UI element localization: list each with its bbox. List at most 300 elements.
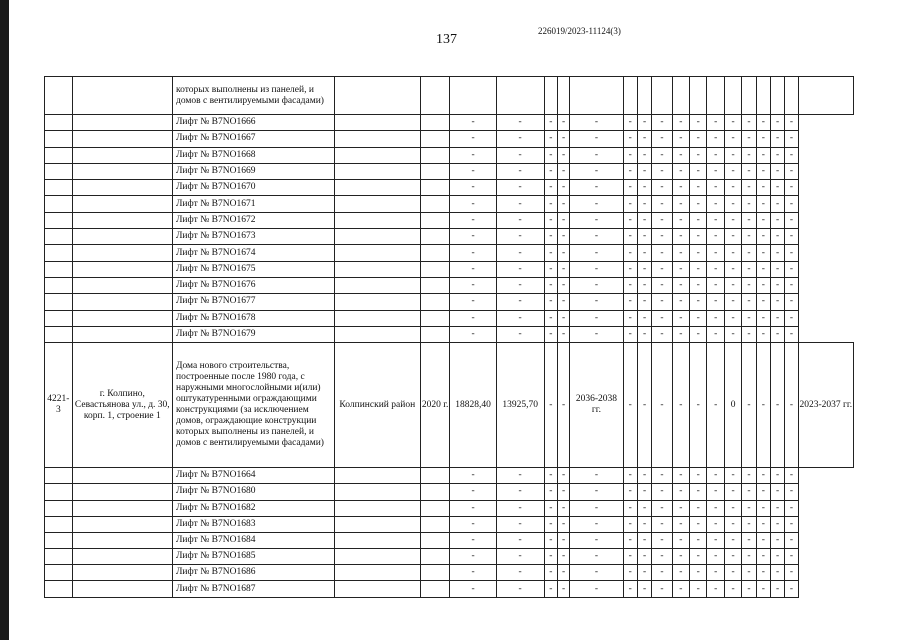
- dash-cell: -: [707, 261, 724, 277]
- dash-cell: -: [756, 549, 770, 565]
- empty-cell: [72, 294, 172, 310]
- empty-cell: [45, 115, 73, 131]
- dash-cell: -: [652, 581, 672, 597]
- year-cell: [420, 484, 450, 500]
- dash-cell: -: [770, 163, 784, 179]
- dash-cell: -: [637, 516, 651, 532]
- dash-cell: -: [450, 180, 496, 196]
- dash-cell: -: [707, 277, 724, 293]
- empty-cell: [72, 500, 172, 516]
- dash-cell: -: [724, 180, 741, 196]
- dash-cell: -: [450, 516, 496, 532]
- dash-cell: -: [544, 565, 557, 581]
- dash-cell: -: [558, 468, 570, 484]
- dash-cell: -: [770, 468, 784, 484]
- dash-cell: -: [707, 326, 724, 342]
- dash-cell: -: [672, 310, 689, 326]
- dash-cell: -: [756, 245, 770, 261]
- table-row: [45, 115, 854, 131]
- table-row: [45, 326, 854, 342]
- dash-cell: -: [690, 245, 707, 261]
- dash-cell: -: [450, 131, 496, 147]
- empty-cell: [770, 77, 784, 115]
- dash-cell: -: [637, 549, 651, 565]
- dash-cell: -: [652, 500, 672, 516]
- dash-cell: -: [770, 532, 784, 548]
- dash-cell: -: [637, 326, 651, 342]
- dash-cell: -: [570, 212, 623, 228]
- dash-cell: -: [724, 277, 741, 293]
- dash-cell: -: [707, 180, 724, 196]
- dash-cell: -: [785, 261, 798, 277]
- district-cell: [334, 131, 420, 147]
- dash-cell: -: [623, 549, 637, 565]
- dash-cell: -: [544, 310, 557, 326]
- dash-cell: -: [756, 500, 770, 516]
- dash-cell: -: [637, 565, 651, 581]
- dash-cell: -: [724, 212, 741, 228]
- year-cell: [420, 196, 450, 212]
- lift-label: Лифт № В7NO1669: [172, 163, 334, 179]
- dash-cell: -: [785, 310, 798, 326]
- dash-cell: -: [756, 115, 770, 131]
- dash-cell: -: [623, 294, 637, 310]
- dash-cell: -: [672, 500, 689, 516]
- year-cell: [420, 147, 450, 163]
- dash-cell: -: [724, 532, 741, 548]
- area-total-cell: 18828,40: [450, 343, 496, 468]
- dash-cell: -: [570, 468, 623, 484]
- dash-cell: -: [690, 326, 707, 342]
- year-cell: [420, 310, 450, 326]
- dash-cell: -: [707, 245, 724, 261]
- dash-cell: -: [672, 245, 689, 261]
- dash-cell: -: [450, 212, 496, 228]
- dash-cell: -: [558, 484, 570, 500]
- table-row: [45, 77, 854, 115]
- empty-cell: [544, 77, 557, 115]
- dash-cell: -: [496, 516, 544, 532]
- dash-cell: -: [450, 245, 496, 261]
- lift-label: Лифт № В7NO1671: [172, 196, 334, 212]
- empty-cell: [72, 212, 172, 228]
- dash-cell: -: [770, 500, 784, 516]
- lift-label: Лифт № В7NO1682: [172, 500, 334, 516]
- dash-cell: -: [558, 163, 570, 179]
- dash-cell: -: [496, 163, 544, 179]
- dash-cell: -: [544, 500, 557, 516]
- empty-cell: [72, 77, 172, 115]
- dash-cell: -: [570, 326, 623, 342]
- year-cell: [420, 532, 450, 548]
- empty-cell: [756, 77, 770, 115]
- dash-cell: -: [724, 196, 741, 212]
- dash-cell: -: [770, 343, 784, 468]
- lift-label: Лифт № В7NO1672: [172, 212, 334, 228]
- table-row: [45, 484, 854, 500]
- dash-cell: -: [544, 115, 557, 131]
- dash-cell: -: [756, 196, 770, 212]
- dash-cell: -: [496, 261, 544, 277]
- year-cell: [420, 261, 450, 277]
- dash-cell: -: [724, 294, 741, 310]
- empty-cell: [72, 147, 172, 163]
- dash-cell: -: [496, 294, 544, 310]
- lift-label: Лифт № В7NO1673: [172, 229, 334, 245]
- empty-cell: [45, 277, 73, 293]
- dash-cell: -: [558, 532, 570, 548]
- dash-cell: -: [652, 180, 672, 196]
- dash-cell: -: [652, 212, 672, 228]
- lift-label: Лифт № В7NO1684: [172, 532, 334, 548]
- dash-cell: -: [742, 147, 756, 163]
- dash-cell: -: [770, 147, 784, 163]
- capital-repair-table: [44, 76, 854, 598]
- dash-cell: -: [450, 310, 496, 326]
- dash-cell: -: [558, 581, 570, 597]
- dash-cell: -: [690, 147, 707, 163]
- dash-cell: -: [558, 115, 570, 131]
- empty-cell: [558, 77, 570, 115]
- dash-cell: -: [707, 516, 724, 532]
- table-row: [45, 229, 854, 245]
- dash-cell: -: [450, 326, 496, 342]
- dash-cell: -: [496, 229, 544, 245]
- empty-cell: [724, 77, 741, 115]
- dash-cell: -: [785, 212, 798, 228]
- district-cell: [334, 484, 420, 500]
- empty-cell: [72, 468, 172, 484]
- dash-cell: -: [652, 277, 672, 293]
- document-reference: 226019/2023-11124(3): [538, 26, 621, 36]
- dash-cell: -: [623, 310, 637, 326]
- dash-cell: -: [652, 310, 672, 326]
- dash-cell: -: [707, 310, 724, 326]
- dash-cell: -: [756, 163, 770, 179]
- dash-cell: -: [672, 549, 689, 565]
- dash-cell: -: [558, 229, 570, 245]
- dash-cell: -: [770, 131, 784, 147]
- dash-cell: -: [637, 131, 651, 147]
- dash-cell: -: [558, 212, 570, 228]
- period-cell: 2036-2038 гг.: [570, 343, 623, 468]
- dash-cell: -: [623, 326, 637, 342]
- empty-cell: [72, 310, 172, 326]
- dash-cell: -: [637, 245, 651, 261]
- dash-cell: -: [690, 468, 707, 484]
- empty-cell: [45, 310, 73, 326]
- dash-cell: -: [770, 212, 784, 228]
- dash-cell: -: [742, 277, 756, 293]
- lift-label: Лифт № В7NO1686: [172, 565, 334, 581]
- lift-label: Лифт № В7NO1683: [172, 516, 334, 532]
- dash-cell: -: [785, 326, 798, 342]
- dash-cell: -: [672, 343, 689, 468]
- lift-label: Лифт № В7NO1667: [172, 131, 334, 147]
- dash-cell: -: [785, 163, 798, 179]
- dash-cell: -: [637, 277, 651, 293]
- dash-cell: -: [672, 229, 689, 245]
- dash-cell: -: [544, 484, 557, 500]
- dash-cell: -: [652, 565, 672, 581]
- year-cell: [420, 115, 450, 131]
- table-row: [45, 343, 854, 468]
- empty-cell: [45, 261, 73, 277]
- empty-cell: [45, 245, 73, 261]
- dash-cell: -: [544, 229, 557, 245]
- dash-cell: -: [756, 131, 770, 147]
- dash-cell: -: [756, 581, 770, 597]
- dash-cell: -: [496, 326, 544, 342]
- district-cell: [334, 261, 420, 277]
- dash-cell: -: [558, 180, 570, 196]
- dash-cell: -: [690, 549, 707, 565]
- dash-cell: -: [756, 261, 770, 277]
- dash-cell: -: [770, 310, 784, 326]
- dash-cell: -: [742, 261, 756, 277]
- dash-cell: -: [623, 131, 637, 147]
- table-row: [45, 147, 854, 163]
- dash-cell: -: [672, 516, 689, 532]
- dash-cell: -: [707, 500, 724, 516]
- dash-cell: -: [496, 147, 544, 163]
- dash-cell: -: [623, 245, 637, 261]
- empty-cell: [72, 245, 172, 261]
- dash-cell: -: [652, 245, 672, 261]
- dash-cell: -: [623, 212, 637, 228]
- dash-cell: -: [742, 212, 756, 228]
- dash-cell: -: [637, 180, 651, 196]
- dash-cell: -: [652, 196, 672, 212]
- table-row: [45, 500, 854, 516]
- empty-cell: [45, 484, 73, 500]
- dash-cell: -: [652, 549, 672, 565]
- dash-cell: -: [690, 484, 707, 500]
- dash-cell: -: [570, 294, 623, 310]
- dash-cell: -: [785, 245, 798, 261]
- dash-cell: -: [770, 484, 784, 500]
- dash-cell: -: [724, 581, 741, 597]
- dash-cell: -: [724, 565, 741, 581]
- empty-cell: [496, 77, 544, 115]
- empty-cell: [637, 77, 651, 115]
- dash-cell: -: [570, 180, 623, 196]
- year-cell: [420, 468, 450, 484]
- dash-cell: -: [544, 180, 557, 196]
- lift-label: Лифт № В7NO1668: [172, 147, 334, 163]
- empty-cell: [420, 77, 450, 115]
- empty-cell: [72, 163, 172, 179]
- dash-cell: -: [707, 163, 724, 179]
- dash-cell: -: [724, 326, 741, 342]
- dash-cell: -: [785, 484, 798, 500]
- empty-cell: [570, 77, 623, 115]
- dash-cell: -: [558, 131, 570, 147]
- dash-cell: -: [770, 294, 784, 310]
- year-cell: [420, 163, 450, 179]
- dash-cell: -: [652, 163, 672, 179]
- dash-cell: -: [724, 468, 741, 484]
- table-row: [45, 212, 854, 228]
- dash-cell: -: [770, 261, 784, 277]
- year-cell: [420, 549, 450, 565]
- dash-cell: -: [756, 212, 770, 228]
- year-cell: [420, 180, 450, 196]
- dash-cell: -: [623, 196, 637, 212]
- empty-cell: [450, 77, 496, 115]
- empty-cell: [72, 549, 172, 565]
- dash-cell: -: [742, 581, 756, 597]
- table-row: [45, 163, 854, 179]
- dash-cell: -: [544, 549, 557, 565]
- dash-cell: -: [770, 277, 784, 293]
- area-living-cell: 13925,70: [496, 343, 544, 468]
- dash-cell: -: [672, 581, 689, 597]
- dash-cell: -: [637, 294, 651, 310]
- dash-cell: -: [652, 532, 672, 548]
- year-cell: [420, 294, 450, 310]
- dash-cell: -: [570, 261, 623, 277]
- dash-cell: -: [690, 565, 707, 581]
- dash-cell: -: [672, 261, 689, 277]
- year-cell: [420, 500, 450, 516]
- dash-cell: -: [742, 565, 756, 581]
- dash-cell: -: [756, 229, 770, 245]
- district-cell: [334, 163, 420, 179]
- dash-cell: -: [785, 516, 798, 532]
- empty-cell: [798, 77, 853, 115]
- dash-cell: -: [707, 212, 724, 228]
- dash-cell: -: [544, 468, 557, 484]
- dash-cell: -: [756, 343, 770, 468]
- dash-cell: -: [672, 468, 689, 484]
- year-cell: 2020 г.: [420, 343, 450, 468]
- dash-cell: -: [770, 115, 784, 131]
- dash-cell: -: [707, 468, 724, 484]
- table-row: [45, 245, 854, 261]
- dash-cell: -: [544, 196, 557, 212]
- dash-cell: -: [652, 326, 672, 342]
- table-row: [45, 581, 854, 597]
- row-number: 4221-3: [45, 343, 73, 468]
- table-row: [45, 310, 854, 326]
- dash-cell: -: [570, 581, 623, 597]
- dash-cell: -: [450, 500, 496, 516]
- dash-cell: -: [785, 581, 798, 597]
- dash-cell: -: [724, 310, 741, 326]
- dash-cell: -: [724, 131, 741, 147]
- dash-cell: -: [785, 500, 798, 516]
- dash-cell: -: [742, 484, 756, 500]
- dash-cell: -: [652, 147, 672, 163]
- dash-cell: -: [450, 468, 496, 484]
- dash-cell: -: [496, 468, 544, 484]
- dash-cell: -: [623, 180, 637, 196]
- dash-cell: -: [570, 277, 623, 293]
- dash-cell: -: [623, 484, 637, 500]
- dash-cell: -: [558, 147, 570, 163]
- district-cell: [334, 147, 420, 163]
- dash-cell: -: [756, 326, 770, 342]
- dash-cell: -: [707, 549, 724, 565]
- dash-cell: -: [785, 565, 798, 581]
- empty-cell: [72, 180, 172, 196]
- lift-label: Лифт № В7NO1675: [172, 261, 334, 277]
- dash-cell: -: [637, 500, 651, 516]
- dash-cell: -: [558, 261, 570, 277]
- dash-cell: -: [690, 516, 707, 532]
- dash-cell: -: [770, 196, 784, 212]
- dash-cell: -: [707, 229, 724, 245]
- dash-cell: -: [496, 565, 544, 581]
- dash-cell: -: [558, 310, 570, 326]
- dash-cell: -: [496, 532, 544, 548]
- dash-cell: -: [652, 229, 672, 245]
- dash-cell: -: [623, 147, 637, 163]
- empty-cell: [45, 294, 73, 310]
- dash-cell: -: [770, 516, 784, 532]
- year-cell: [420, 326, 450, 342]
- dash-cell: -: [623, 261, 637, 277]
- dash-cell: -: [742, 549, 756, 565]
- district-cell: [334, 326, 420, 342]
- table-row: [45, 516, 854, 532]
- dash-cell: -: [672, 115, 689, 131]
- dash-cell: -: [652, 115, 672, 131]
- dash-cell: -: [544, 131, 557, 147]
- empty-cell: [707, 77, 724, 115]
- dash-cell: -: [724, 484, 741, 500]
- dash-cell: -: [496, 549, 544, 565]
- dash-cell: -: [450, 261, 496, 277]
- dash-cell: -: [652, 131, 672, 147]
- district-cell: Колпинский район: [334, 343, 420, 468]
- dash-cell: -: [450, 565, 496, 581]
- object-description: которых выполнены из панелей, и домов с вентилируемыми фасадами): [172, 77, 334, 115]
- dash-cell: -: [558, 549, 570, 565]
- year-cell: [420, 277, 450, 293]
- dash-cell: -: [756, 180, 770, 196]
- dash-cell: -: [707, 131, 724, 147]
- empty-cell: [72, 131, 172, 147]
- lift-label: Лифт № В7NO1674: [172, 245, 334, 261]
- empty-cell: [45, 131, 73, 147]
- dash-cell: -: [450, 484, 496, 500]
- dash-cell: -: [770, 326, 784, 342]
- dash-cell: -: [558, 500, 570, 516]
- dash-cell: -: [672, 565, 689, 581]
- dash-cell: -: [652, 343, 672, 468]
- dash-cell: -: [690, 180, 707, 196]
- dash-cell: -: [623, 532, 637, 548]
- dash-cell: -: [637, 229, 651, 245]
- dash-cell: -: [544, 532, 557, 548]
- dash-cell: -: [558, 343, 570, 468]
- dash-cell: -: [742, 516, 756, 532]
- dash-cell: -: [785, 196, 798, 212]
- dash-cell: -: [652, 484, 672, 500]
- empty-cell: [72, 581, 172, 597]
- dash-cell: -: [785, 115, 798, 131]
- empty-cell: [45, 581, 73, 597]
- empty-cell: [45, 500, 73, 516]
- dash-cell: -: [570, 484, 623, 500]
- empty-cell: [72, 115, 172, 131]
- dash-cell: -: [570, 131, 623, 147]
- dash-cell: -: [450, 581, 496, 597]
- year-cell: [420, 565, 450, 581]
- dash-cell: -: [690, 115, 707, 131]
